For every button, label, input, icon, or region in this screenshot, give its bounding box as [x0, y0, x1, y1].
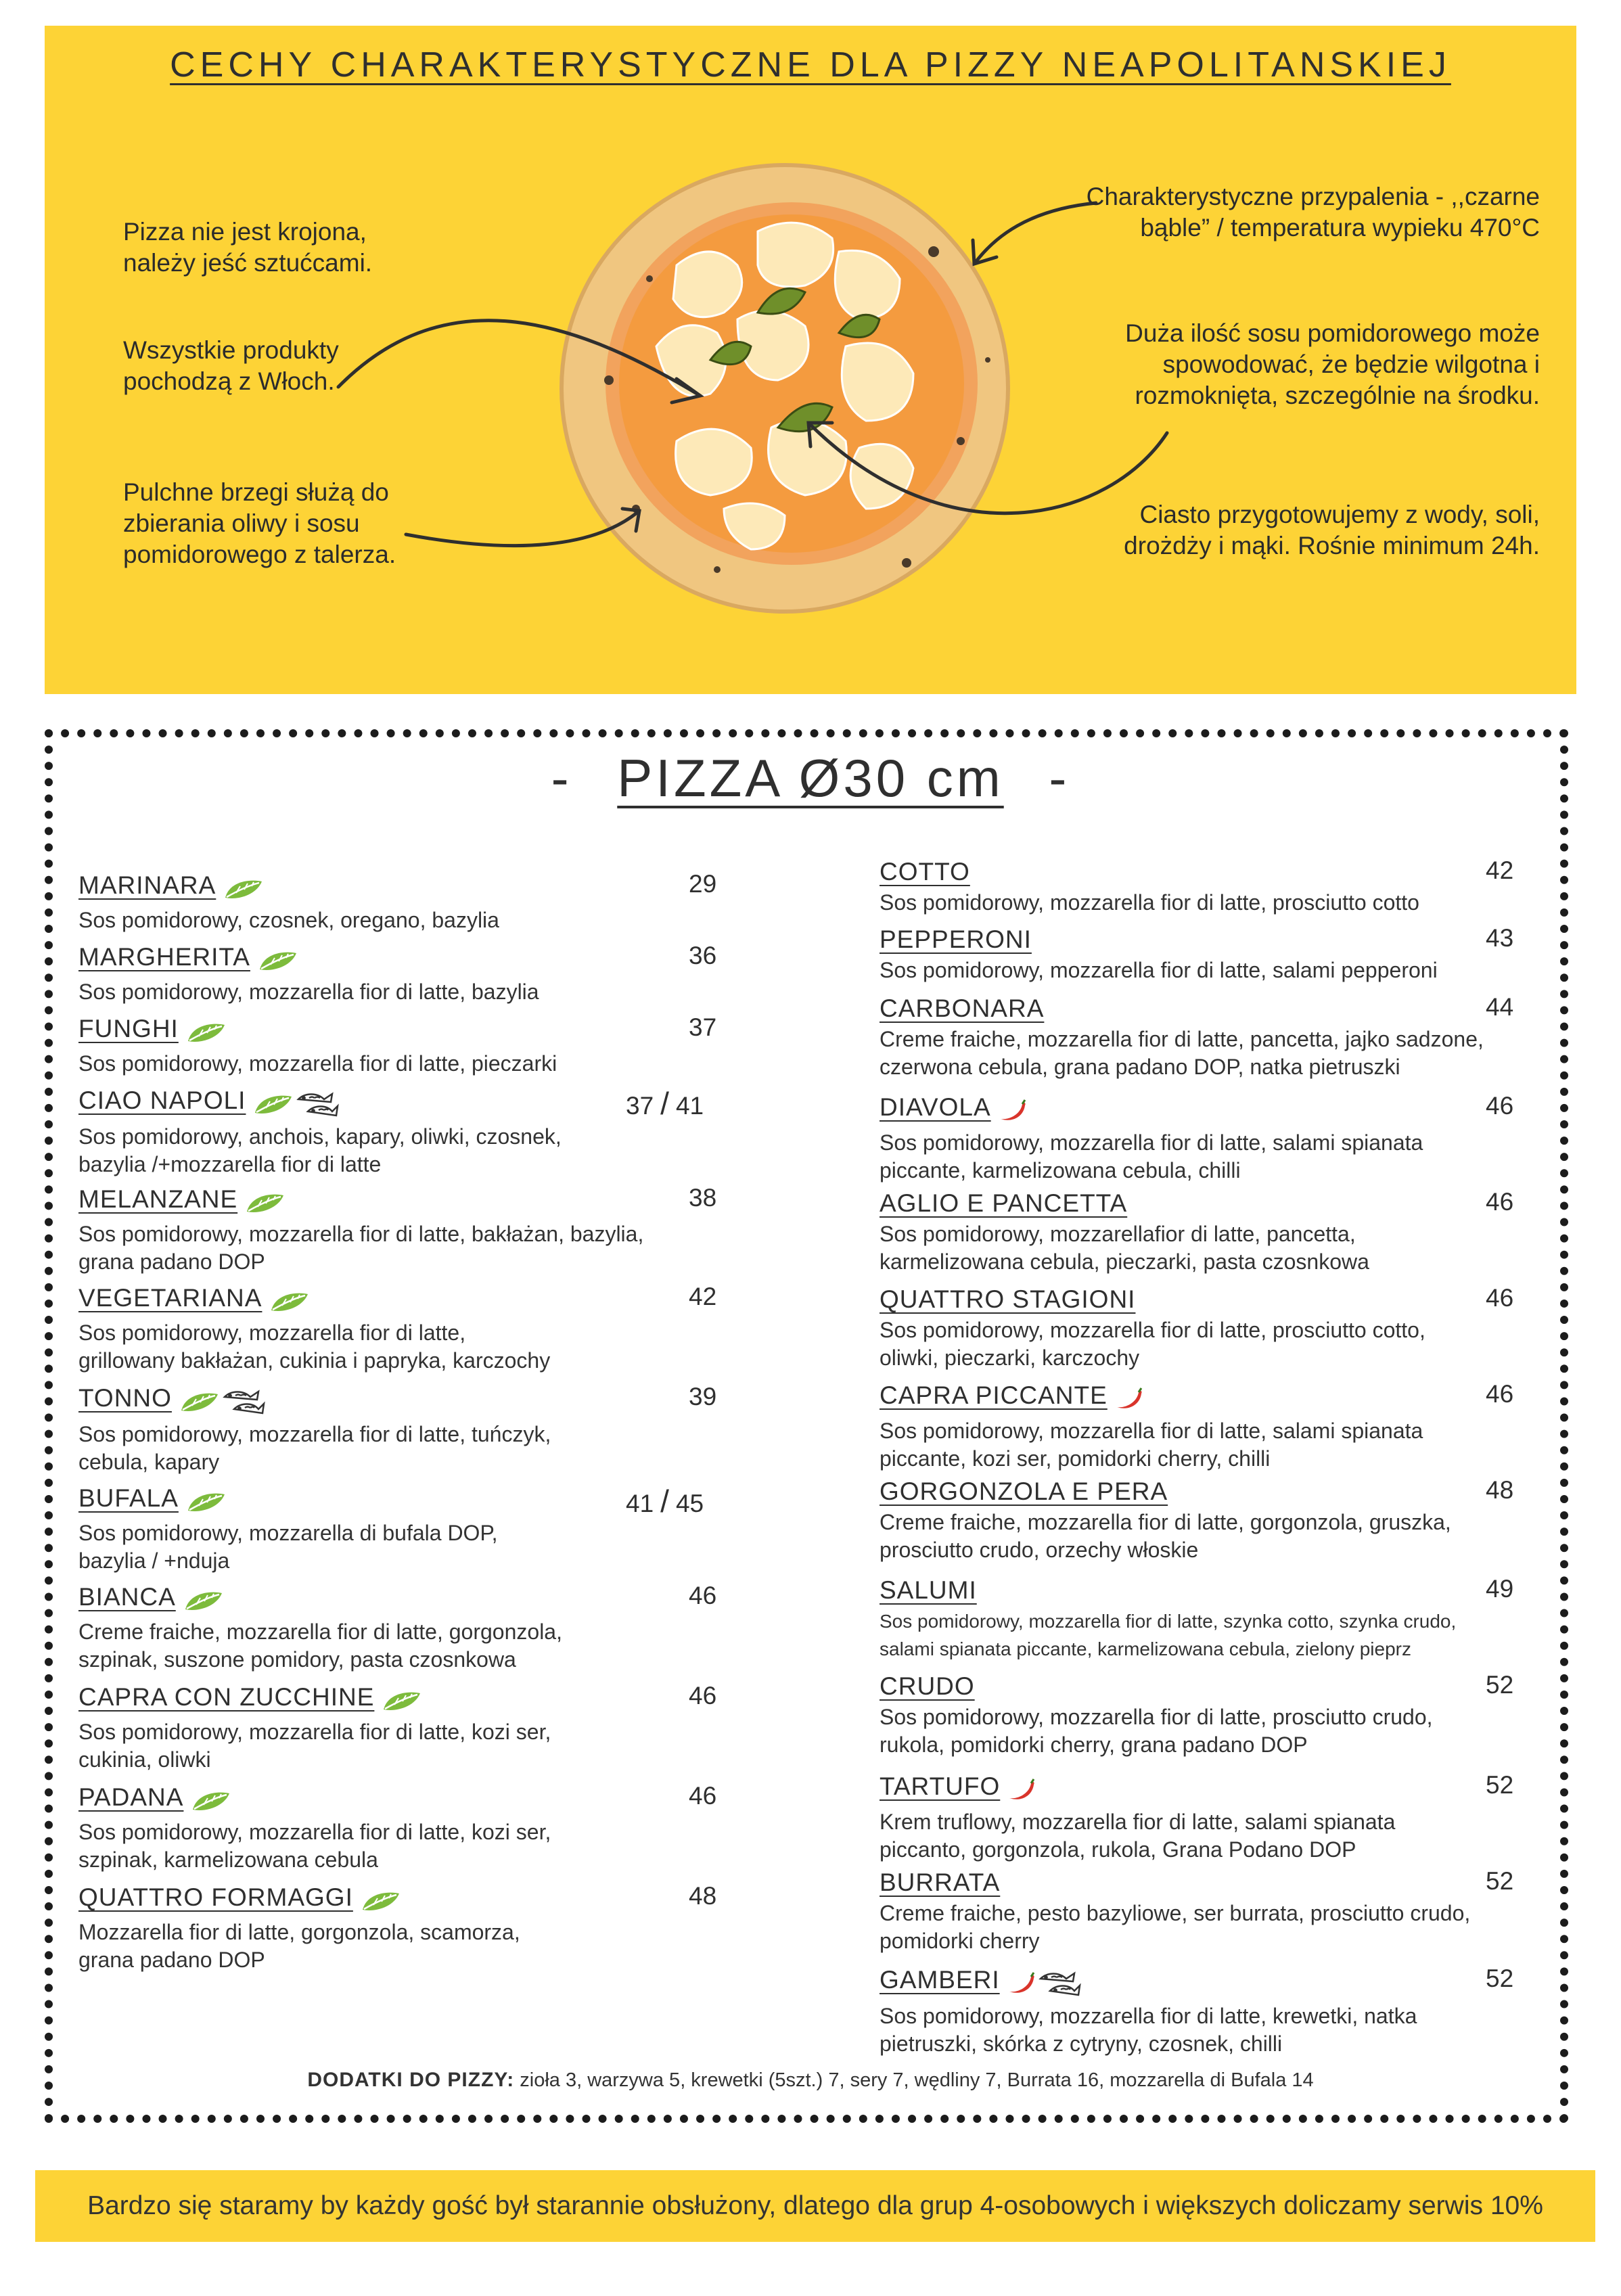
pizza-ingredients: pomidorki cherry [880, 1929, 1040, 1953]
pizza-ingredients: Mozzarella fior di latte, gorgonzola, scamorza, [78, 1920, 520, 1945]
pizza-price: 39 [689, 1383, 717, 1410]
menu-item [78, 1086, 562, 1178]
pizza-name: CAPRA CON ZUCCHINE [78, 1683, 375, 1711]
pizza-ingredients: Sos pomidorowy, mozzarella fior di latte, [78, 1321, 466, 1346]
note-line: pomidorowego z talerza. [123, 541, 396, 568]
price-large: 45 [675, 1490, 704, 1517]
extras-text: zioła 3, warzywa 5, krewetki (5szt.) 7, sery 7, wędliny 7, Burrata 16, mozzarella di Bufala 14 [514, 2069, 1314, 2091]
pizza-price: 52 [1486, 1771, 1514, 1799]
pizza-price: 46 [689, 1582, 717, 1609]
pizza-ingredients: Sos pomidorowy, mozzarellafior di latte, pancetta, [880, 1222, 1356, 1246]
leaf-icon [257, 949, 299, 975]
pizza-name: QUATTRO STAGIONI [880, 1285, 1136, 1313]
price-separator: / [660, 1086, 669, 1121]
pizza-name: PADANA [78, 1783, 184, 1811]
pizza-name: CIAO NAPOLI [78, 1086, 246, 1114]
pizza-ingredients: Sos pomidorowy, czosnek, oregano, bazylia [78, 908, 499, 933]
pizza-price: 46 [1486, 1092, 1514, 1120]
service-charge-text: Bardzo się staramy by każdy gość był starannie obsłużony, dlatego dla grup 4-osobowych i większych doliczamy serwis 10% [87, 2191, 1543, 2220]
note-line: Duża ilość sosu pomidorowego może [1125, 319, 1540, 347]
pizza-price: 36 [689, 942, 717, 969]
diet-icons [223, 877, 265, 904]
pizza-ingredients: Sos pomidorowy, mozzarella fior di latte, prosciutto crudo, [880, 1705, 1433, 1729]
fish-icon [294, 1091, 339, 1120]
pizza-ingredients: szpinak, karmelizowana cebula [78, 1847, 378, 1873]
pizza-ingredients: Sos pomidorowy, mozzarella fior di latte, bazylia [78, 980, 539, 1005]
pizza-ingredients: oliwki, pieczarki, karczochy [880, 1346, 1140, 1370]
leaf-icon [183, 1589, 225, 1615]
pizza-price [626, 1483, 704, 1519]
menu-item [78, 943, 539, 1006]
menu-item [880, 994, 1484, 1081]
leaf-icon [381, 1689, 423, 1716]
pizza-ingredients: cukinia, oliwki [78, 1747, 211, 1772]
pizza-price: 46 [1486, 1284, 1514, 1312]
note-origin [123, 335, 339, 397]
leaf-icon [252, 1093, 294, 1119]
pizza-name: TONNO [78, 1384, 172, 1412]
diet-icons [1007, 1778, 1036, 1806]
pizza-ingredients: Sos pomidorowy, mozzarella fior di latte, bakłażan, bazylia, [78, 1222, 644, 1247]
leaf-icon [179, 1390, 221, 1417]
pizza-ingredients: pietruszki, skórka z cytryny, czosnek, chilli [880, 2031, 1283, 2057]
diet-icons [257, 949, 299, 975]
price-large: 41 [675, 1092, 704, 1120]
menu-item [880, 1285, 1425, 1372]
diet-icons [185, 1021, 227, 1047]
leaf-icon [190, 1789, 232, 1816]
pizza-ingredients: Sos pomidorowy, mozzarella fior di latte, kozi ser, [78, 1720, 551, 1745]
price-small: 41 [626, 1490, 654, 1517]
diet-icons [244, 1191, 286, 1218]
pizza-extras [0, 2069, 1621, 2092]
diet-icons [1007, 1971, 1081, 2000]
pizza-ingredients: grillowany bakłażan, cukinia i papryka, karczochy [78, 1348, 551, 1373]
title-dash: - [1049, 748, 1070, 808]
pizza-price: 37 [689, 1013, 717, 1041]
pizza-name: GAMBERI [880, 1966, 1000, 1994]
pizza-name: FUNGHI [78, 1015, 179, 1042]
pizza-name: CARBONARA [880, 994, 1045, 1022]
diet-icons [998, 1099, 1028, 1126]
pizza-ingredients: Sos pomidorowy, mozzarella fior di latte, pieczarki [78, 1051, 557, 1076]
pizza-price: 46 [1486, 1380, 1514, 1408]
pizza-ingredients: czerwona cebula, grana padano DOP, natka pietruszki [880, 1055, 1400, 1079]
pizza-price: 43 [1486, 924, 1514, 952]
pizza-price: 49 [1486, 1575, 1514, 1603]
diet-icons [252, 1091, 339, 1120]
pizza-ingredients: piccante, kozi ser, pomidorki cherry, chilli [880, 1446, 1271, 1471]
menu-item [78, 1783, 551, 1874]
menu-item [880, 858, 1419, 917]
pizza-ingredients: Sos pomidorowy, mozzarella fior di latte, salami spianata [880, 1419, 1423, 1444]
pizza-name: QUATTRO FORMAGGI [78, 1883, 353, 1911]
pizza-name: PEPPERONI [880, 925, 1032, 953]
leaf-icon [185, 1021, 227, 1047]
note-line: Wszystkie produkty [123, 336, 339, 364]
pizza-ingredients: Sos pomidorowy, mozzarella fior di latte, prosciutto cotto [880, 890, 1419, 915]
leaf-icon [185, 1490, 227, 1517]
menu-item [880, 1576, 1456, 1663]
diet-icons [1114, 1387, 1144, 1415]
note-line: zbierania oliwy i sosu [123, 509, 360, 537]
pizza-price: 52 [1486, 1867, 1514, 1895]
note-sauce [1125, 318, 1540, 411]
menu-item [78, 871, 499, 934]
menu-item [78, 1883, 520, 1974]
menu-item [880, 925, 1438, 984]
pizza-ingredients: prosciutto crudo, orzechy włoskie [880, 1538, 1199, 1562]
menu-item [78, 1583, 562, 1674]
pizza-name: MARINARA [78, 871, 216, 899]
note-line: bąble” / temperatura wypieku 470°C [1140, 214, 1540, 242]
pizza-price: 46 [689, 1782, 717, 1810]
pizza-name: COTTO [880, 858, 970, 886]
extras-label: DODATKI DO PIZZY: [307, 2069, 515, 2091]
menu-item [880, 1189, 1369, 1276]
diet-icons [183, 1589, 225, 1615]
info-panel-title: CECHY CHARAKTERYSTYCZNE DLA PIZZY NEAPOLITANSKIEJ [170, 45, 1451, 85]
leaf-icon [360, 1889, 402, 1916]
leaf-icon [223, 877, 265, 904]
diet-icons [269, 1290, 311, 1316]
price-small: 37 [626, 1092, 654, 1120]
note-line: rozmoknięta, szczególnie na środku. [1135, 382, 1540, 409]
pizza-price: 42 [1486, 856, 1514, 884]
chili-icon [998, 1099, 1028, 1126]
diet-icons [190, 1789, 232, 1816]
price-separator: / [660, 1484, 669, 1519]
note-line: Pulchne brzegi służą do [123, 478, 389, 506]
pizza-ingredients: szpinak, suszone pomidory, pasta czosnkowa [78, 1647, 516, 1672]
pizza-ingredients: Creme fraiche, mozzarella fior di latte, pancetta, jajko sadzone, [880, 1027, 1484, 1051]
menu-item [78, 1015, 557, 1078]
pizza-ingredients: Sos pomidorowy, mozzarella fior di latte, tuńczyk, [78, 1422, 551, 1447]
menu-item [880, 1477, 1451, 1564]
service-charge-banner [35, 2170, 1595, 2242]
pizza-price [626, 1085, 704, 1122]
pizza-name: CAPRA PICCANTE [880, 1381, 1108, 1409]
note-line: pochodzą z Włoch. [123, 367, 335, 395]
diet-icons [179, 1389, 265, 1418]
pizza-ingredients: Sos pomidorowy, mozzarella fior di latte, salami pepperoni [880, 958, 1438, 982]
pizza-ingredients: bazylia / +nduja [78, 1548, 230, 1574]
menu-title-text: PIZZA Ø30 cm [617, 748, 1004, 808]
pizza-ingredients: piccante, karmelizowana cebula, chilli [880, 1158, 1241, 1183]
pizza-name: BUFALA [78, 1484, 179, 1512]
note-dough [1124, 499, 1540, 561]
note-crust [123, 477, 396, 570]
note-cutting [123, 216, 372, 279]
menu-item [78, 1384, 551, 1476]
pizza-ingredients: Sos pomidorowy, mozzarella di bufala DOP, [78, 1521, 498, 1546]
pizza-ingredients: grana padano DOP [78, 1249, 265, 1275]
pizza-price: 46 [1486, 1188, 1514, 1216]
pizza-price: 38 [689, 1184, 717, 1212]
pizza-ingredients: Sos pomidorowy, mozzarella fior di latte, szynka cotto, szynka crudo, [880, 1611, 1457, 1632]
note-line: Ciasto przygotowujemy z wody, soli, [1139, 501, 1540, 528]
pizza-name: DIAVOLA [880, 1093, 991, 1121]
menu-item [880, 1381, 1423, 1473]
pizza-name: BURRATA [880, 1868, 1001, 1896]
pizza-price: 44 [1486, 993, 1514, 1021]
note-line: spowodować, że będzie wilgotna i [1162, 350, 1540, 378]
pizza-name: AGLIO E PANCETTA [880, 1189, 1128, 1217]
chili-icon [1007, 1971, 1036, 1999]
pizza-ingredients: piccanto, gorgonzola, rukola, Grana Podano DOP [880, 1837, 1356, 1862]
pizza-ingredients: Sos pomidorowy, mozzarella fior di latte, kozi ser, [78, 1820, 551, 1845]
pizza-ingredients: cebula, kapary [78, 1450, 220, 1475]
fish-icon [221, 1389, 265, 1418]
menu-item [880, 1966, 1417, 2058]
leaf-icon [244, 1191, 286, 1218]
pizza-name: BIANCA [78, 1583, 176, 1611]
menu-item [880, 1772, 1395, 1864]
pizza-name: MELANZANE [78, 1185, 238, 1213]
menu-item [78, 1284, 550, 1375]
menu-title [0, 748, 1621, 809]
diet-icons [360, 1889, 402, 1916]
pizza-ingredients: Sos pomidorowy, mozzarella fior di latte, prosciutto cotto, [880, 1318, 1425, 1342]
pizza-ingredients: Sos pomidorowy, mozzarella fior di latte, krewetki, natka [880, 2004, 1417, 2029]
pizza-ingredients: bazylia /+mozzarella fior di latte [78, 1152, 382, 1177]
pizza-price: 29 [689, 870, 717, 898]
note-line: drożdży i mąki. Rośnie minimum 24h. [1124, 532, 1540, 559]
diet-icons [381, 1689, 423, 1716]
title-dash: - [551, 748, 572, 808]
pizza-ingredients: Sos pomidorowy, mozzarella fior di latte, salami spianata [880, 1130, 1423, 1155]
pizza-ingredients: grana padano DOP [78, 1948, 265, 1973]
menu-item [78, 1683, 551, 1774]
pizza-price: 42 [689, 1283, 717, 1310]
pizza-ingredients: Creme fraiche, pesto bazyliowe, ser burrata, prosciutto crudo, [880, 1901, 1471, 1925]
chili-icon [1114, 1387, 1144, 1415]
diet-icons [185, 1490, 227, 1517]
pizza-ingredients: Creme fraiche, mozzarella fior di latte, gorgonzola, [78, 1620, 562, 1645]
pizza-ingredients: salami spianata piccante, karmelizowana cebula, zielony pieprz [880, 1638, 1411, 1659]
pizza-name: GORGONZOLA E PERA [880, 1477, 1168, 1505]
pizza-ingredients: karmelizowana cebula, pieczarki, pasta czosnkowa [880, 1249, 1369, 1274]
pizza-price: 52 [1486, 1671, 1514, 1699]
pizza-ingredients: Sos pomidorowy, anchois, kapary, oliwki, czosnek, [78, 1124, 562, 1149]
note-charring [1087, 181, 1540, 244]
pizza-name: CRUDO [880, 1672, 975, 1700]
pizza-name: TARTUFO [880, 1772, 1001, 1800]
pizza-price: 52 [1486, 1965, 1514, 1992]
pizza-ingredients: Creme fraiche, mozzarella fior di latte, gorgonzola, gruszka, [880, 1510, 1451, 1534]
menu-item [78, 1484, 498, 1575]
pizza-name: SALUMI [880, 1576, 977, 1604]
fish-icon [1036, 1971, 1081, 2000]
chili-icon [1007, 1778, 1036, 1806]
pizza-price: 48 [1486, 1476, 1514, 1504]
pizza-price: 46 [689, 1682, 717, 1709]
note-line: należy jeść sztućcami. [123, 249, 373, 277]
note-line: Charakterystyczne przypalenia - ,,czarne [1086, 183, 1540, 210]
menu-item [880, 1868, 1470, 1955]
note-line: Pizza nie jest krojona, [123, 218, 367, 246]
menu-item [78, 1185, 643, 1276]
leaf-icon [269, 1290, 311, 1316]
pizza-ingredients: rukola, pomidorki cherry, grana padano DOP [880, 1732, 1308, 1757]
menu-item [880, 1672, 1433, 1759]
pizza-name: VEGETARIANA [78, 1284, 262, 1312]
pizza-ingredients: Krem truflowy, mozzarella fior di latte, salami spianata [880, 1810, 1396, 1835]
pizza-name: MARGHERITA [78, 943, 250, 971]
pizza-price: 48 [689, 1882, 717, 1910]
menu-item [880, 1093, 1423, 1185]
